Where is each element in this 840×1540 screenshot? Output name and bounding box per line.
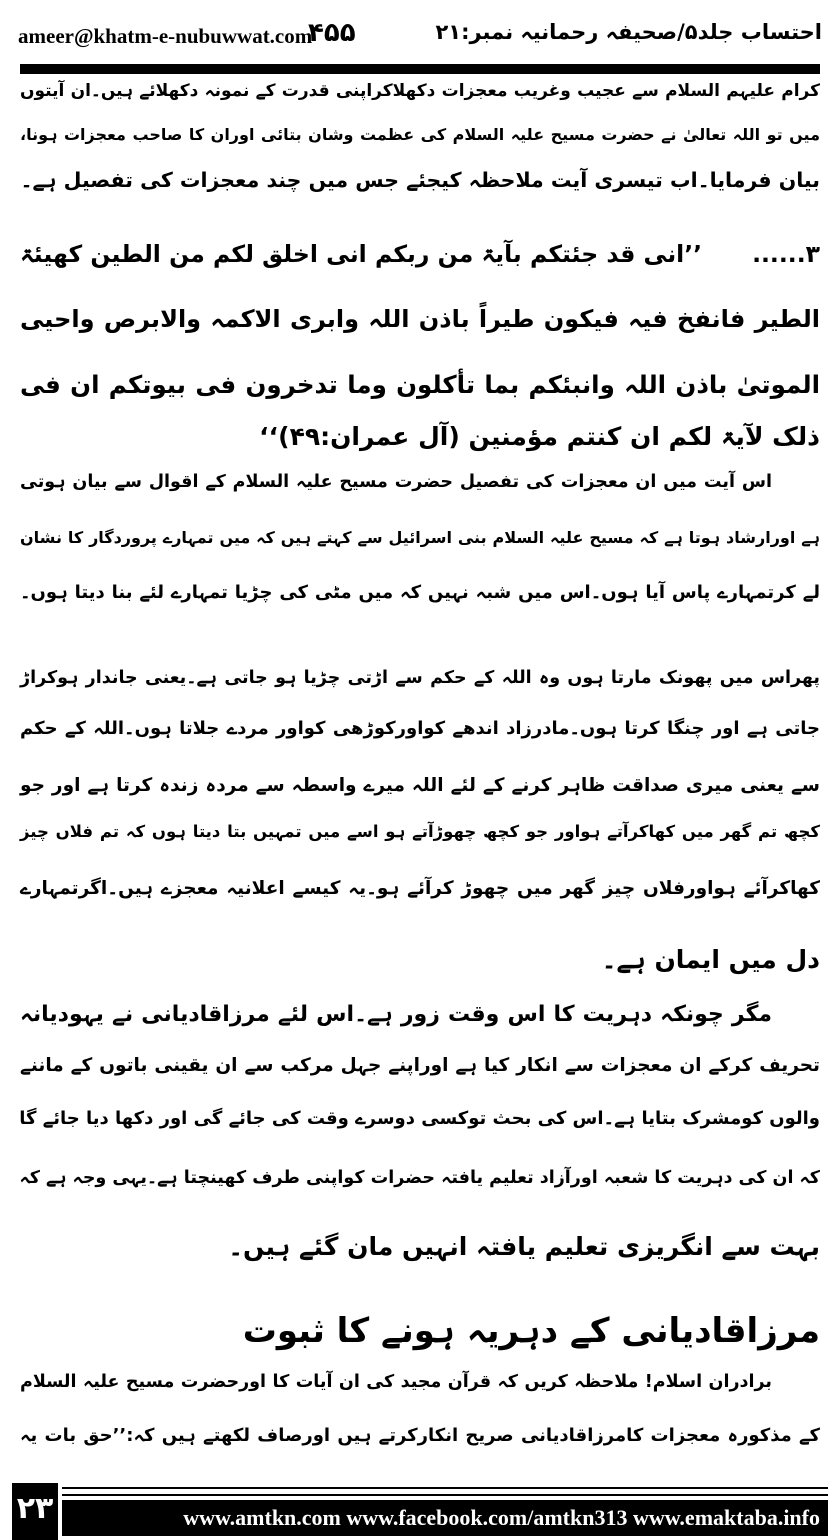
header-email: ameer@khatm-e-nubuwwat.com bbox=[18, 24, 313, 48]
section-heading: مرزاقادیانی کے دہریہ ہونے کا ثبوت bbox=[242, 1311, 820, 1351]
text-line: لے کرتمہارے پاس آیا ہوں۔اس میں شبہ نہیں کہ میں مٹی کی چڑیا تمہارے لئے بنا دیتا ہوں۔ bbox=[20, 582, 820, 603]
text-line: پھراس میں پھونک مارتا ہوں وہ اللہ کے حکم سے اڑتی چڑیا ہو جاتی ہے۔یعنی جاندار ہوکراڑ bbox=[20, 668, 820, 688]
footer-rule bbox=[62, 1487, 828, 1489]
text-line: بہت سے انگریزی تعلیم یافتہ انہیں مان گئے ہیں۔ bbox=[228, 1232, 820, 1261]
text-line: تحریف کرکے ان معجزات سے انکار کیا ہے اوراپنے جہل مرکب سے ان یقینی باتوں کے ماننے bbox=[20, 1055, 820, 1076]
footer-links: www.amtkn.com www.facebook.com/amtkn313 www.emaktaba.info bbox=[62, 1500, 828, 1536]
text-line: بیان فرمایا۔اب تیسری آیت ملاحظہ کیجئے جس میں چند معجزات کی تفصیل ہے۔ bbox=[20, 168, 820, 192]
text-line: کچھ تم گھر میں کھاکرآتے ہواور جو کچھ چھوڑآتے ہو اسے میں تمہیں بتا دیتا ہوں کہ تم فلاں چیز bbox=[20, 822, 820, 841]
text-line: دل میں ایمان ہے۔ bbox=[601, 945, 820, 974]
text-line: والوں کومشرک بتایا ہے۔اس کی بحث توکسی دوسرے وقت کی جائے گی اور دکھا دیا جائے گا bbox=[19, 1108, 820, 1129]
verse-text: ’’انی قد جئتکم بآیۃ من ربکم انی اخلق لکم من الطین کھیئۃ bbox=[20, 240, 703, 268]
verse-line: الموتیٰ باذن اللہ وانبئکم بما تأکلون وما تدخرون فی بیوتکم ان فی bbox=[20, 370, 820, 399]
verse-number: ۳...... bbox=[752, 240, 820, 268]
verse-line: ذلک لآیۃ لکم ان کنتم مؤمنین (آل عمران:۴۹)‘‘ bbox=[259, 422, 820, 451]
footer-rule bbox=[62, 1494, 828, 1496]
text-line: مگر چونکہ دہریت کا اس وقت زور ہے۔اس لئے مرزاقادیانی نے یہودیانہ bbox=[20, 1002, 772, 1027]
text-line: میں تو اللہ تعالیٰ نے حضرت مسیح علیہ السلام کی عظمت وشان بتائی اوران کا صاحب معجزات ہونا، bbox=[20, 125, 820, 144]
header-book-title: احتساب جلد۵/صحیفہ رحمانیہ نمبر:۲۱ bbox=[435, 20, 822, 44]
text-line: کے مذکورہ معجزات کامرزاقادیانی صریح انکارکرتے ہیں اورصاف لکھتے ہیں کہ:’’حق بات یہ bbox=[20, 1425, 820, 1446]
text-line: جاتی ہے اور چنگا کرتا ہوں۔مادرزاد اندھے کواورکوڑھی کواور مردے جلاتا ہوں۔اللہ کے حکم bbox=[20, 718, 820, 739]
verse-line: الطیر فانفخ فیہ فیکون طیراً باذن اللہ وابری الاکمہ والابرص واحیی bbox=[20, 305, 820, 333]
text-line: ہے اورارشاد ہوتا ہے کہ مسیح علیہ السلام بنی اسرائیل سے کہتے ہیں کہ میں تمہارے پروردگار کا نشان bbox=[20, 528, 820, 547]
verse-line bbox=[20, 240, 820, 290]
text-line: برادران اسلام! ملاحظہ کریں کہ قرآن مجید کی ان آیات کا اورحضرت مسیح علیہ السلام bbox=[20, 1372, 772, 1392]
text-line: کھاکرآئے ہواورفلاں چیز گھر میں چھوڑ کرآئے ہو۔یہ کیسے اعلانیہ معجزے ہیں۔اگرتمہارے bbox=[20, 878, 820, 899]
text-line: سے یعنی میری صداقت ظاہر کرنے کے لئے اللہ میرے واسطہ سے مردہ زندہ کرتا ہے اور جو bbox=[20, 775, 820, 796]
header-page-number: ۴۵۵ bbox=[308, 18, 356, 48]
top-rule bbox=[20, 64, 820, 74]
text-line: کرام علیہم السلام سے عجیب وغریب معجزات دکھلاکراپنی قدرت کے نمونہ دکھلائے ہیں۔ان آیتوں bbox=[20, 81, 820, 101]
text-line: اس آیت میں ان معجزات کی تفصیل حضرت مسیح علیہ السلام کے اقوال سے بیان ہوتی bbox=[20, 472, 772, 492]
text-line: کہ ان کی دہریت کا شعبہ اورآزاد تعلیم یافتہ حضرات کواپنی طرف کھینچتا ہے۔یہی وجہ ہے کہ bbox=[19, 1168, 820, 1188]
footer-page-number: ۲۳ bbox=[12, 1483, 58, 1540]
